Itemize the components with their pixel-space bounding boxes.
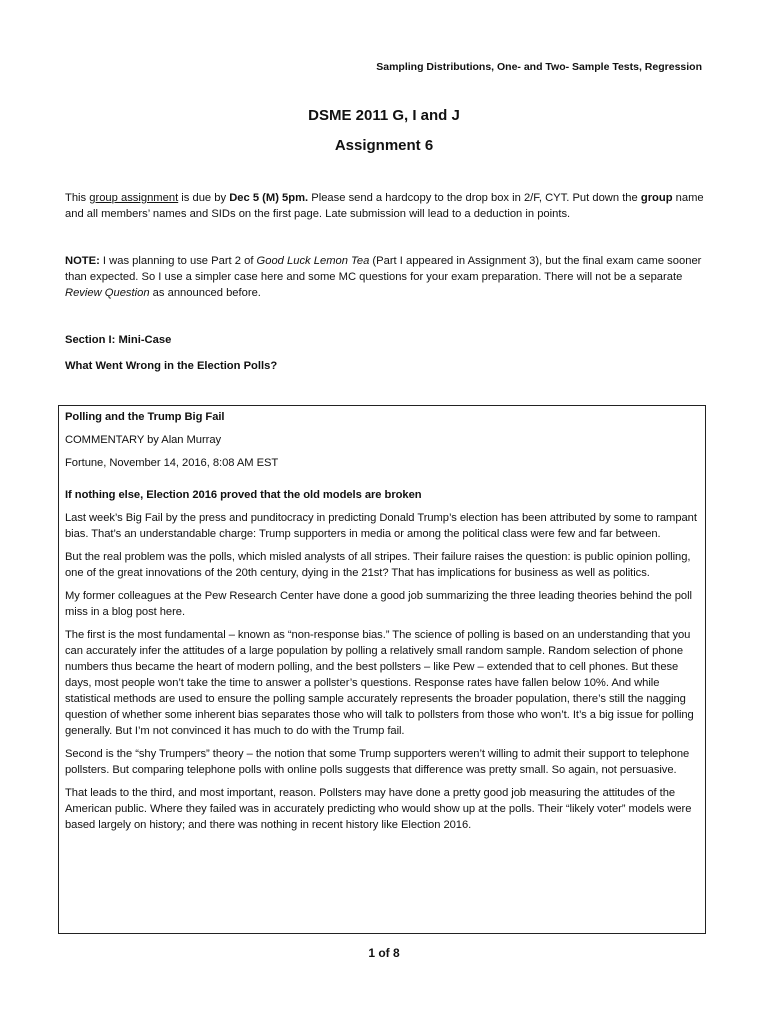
section-question: What Went Wrong in the Election Polls? [65, 360, 278, 372]
article-title: Polling and the Trump Big Fail [65, 411, 225, 423]
note-paragraph: NOTE: I was planning to use Part 2 of Good Luck Lemon Tea (Part I appeared in Assignment 3), but the final exam came sooner than expected. So I use a simpler case here and some MC questions for your exam preparation. There will not be a separate Review Question as announced before. [65, 255, 702, 299]
article-box [58, 405, 706, 934]
section-heading: Section I: Mini-Case [65, 334, 172, 346]
article-dateline: Fortune, November 14, 2016, 8:08 AM EST [65, 457, 279, 469]
page-number: 1 of 8 [368, 946, 400, 960]
note-label: NOTE: [65, 255, 100, 267]
group-assignment-link: group assignment [89, 192, 179, 204]
review-question: Review Question [65, 287, 150, 299]
course-title: DSME 2011 G, I and J [308, 107, 460, 124]
article-byline: COMMENTARY by Alan Murray [65, 434, 222, 446]
article-paragraph: But the real problem was the polls, which misled analysts of all stripes. Their failure raises the question: is public opinion polling, one of the great innovations of the 20th century, dying in the 21st? That has implications for business as well as politics. [65, 551, 691, 579]
due-date: Dec 5 (M) 5pm. [229, 192, 309, 204]
article-subhead: If nothing else, Election 2016 proved that the old models are broken [65, 489, 422, 501]
case-name: Good Luck Lemon Tea [256, 255, 370, 267]
article-paragraph: The first is the most fundamental – known as “non-response bias.” The science of polling is based on an understanding that you can accurately infer the attitudes of a large population by polling a relatively small random sample. Random selection of phone numbers thus became the heart of modern polling, and the best pollsters – like Pew – extended that to cell phones. But these days, most people won’t take the time to answer a pollster’s questions. Response rates have fallen below 10%. And while statistical methods are used to ensure the polling sample accurately represents the broader population, there’s still the nagging question of whether some inherent bias separates those who will talk to pollsters from those who won’t. It’s a big issue for polling generally. But I’m not convinced it has much to do with the Trump fail. [65, 629, 694, 737]
due-paragraph: This group assignment is due by Dec 5 (M) 5pm. Please send a hardcopy to the drop box in 2/F, CYT. Put down the group name and all members’ names and SIDs on the first page. Late submission will lead to a deduction in points. [65, 192, 704, 220]
article-paragraph: My former colleagues at the Pew Research Center have done a good job summarizing the three leading theories behind the poll miss in a blog post here. [65, 590, 692, 618]
running-header: Sampling Distributions, One- and Two- Sample Tests, Regression [376, 61, 702, 73]
article-paragraph: That leads to the third, and most important, reason. Pollsters may have done a pretty good job measuring the attitudes of the American public. Where they failed was in accurately predicting who would show up at the polls. Their “likely voter” models were based largely on history; and there was nothing in recent history like Election 2016. [65, 787, 692, 831]
article-paragraph: Last week’s Big Fail by the press and punditocracy in predicting Donald Trump’s election has been attributed by some to rampant bias. That’s an understandable charge: Trump supporters in media or among the political class were few and far between. [65, 512, 697, 540]
article-paragraph: Second is the “shy Trumpers” theory – the notion that some Trump supporters weren’t willing to admit their support to telephone pollsters. But comparing telephone polls with online polls suggests that difference was pretty small. So again, not persuasive. [65, 748, 690, 776]
assignment-title: Assignment 6 [334, 137, 434, 154]
